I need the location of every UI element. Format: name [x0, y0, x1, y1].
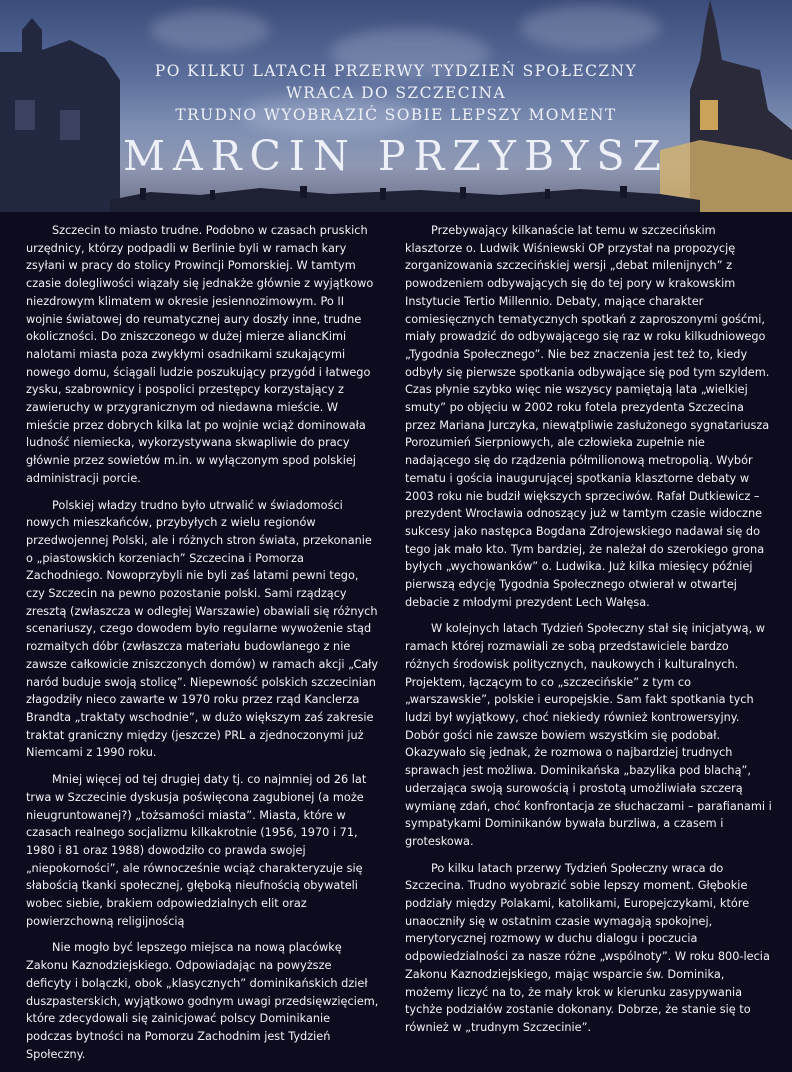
- paragraph: W kolejnych latach Tydzień Społeczny stał się inicjatywą, w ramach której rozmawiali ze sobą przedstawiciele bardzo różnych środowisk politycznych, naukowych i kulturalnych. Projektem, łączącym to co „szczecińskie” z tym co „warszawskie”, polskie i europejskie. Sam fakt spotkania tych ludzi był wyjątkowy, choć niekiedy również kontrowersyjny. Dobór gości nie zawsze bowiem wszystkim się podobał. Okazywało się jednak, że rozmowa o najbardziej trudnych sprawach jest możliwa. Dominikańska „bazylika pod blachą”, uderzająca swoją surowością i prostotą umożliwiała szczerą wymianę zdań, choć konfrontacja ze słuchaczami – parafianami i sympatykami Dominikanów bywała burzliwa, a czasem i groteskowa.: [405, 622, 772, 848]
- author-name: MARCIN PRZYBYSZ: [123, 132, 669, 180]
- paragraph: Mniej więcej od tej drugiej daty tj. co najmniej od 26 lat trwa w Szczecinie dyskusja poświęcona zagubionej (a może nieugruntowanej?) „tożsamości miasta”. Miasta, które w czasach realnego socjalizmu kilkakrotnie (1956, 1970 i 71, 1980 i 81 oraz 1988) dowodziło co prawda swojej „niepokorności”, ale równocześnie wciąż charakteryzuje się słabością tkanki społecznej, głęboką nieufnością obywateli wobec siebie, brakiem odpowiedzialnych elit oraz powierzchowną religijnością: [26, 773, 367, 928]
- paragraph: Szczecin to miasto trudne. Podobno w czasach pruskich urzędnicy, którzy podpadli w Berlinie byli w ramach kary zsyłani w pracy do stolicy Prowincji Pomorskiej. W tamtym czasie dolegliwości wiązały się jednakże głównie z wyjątkowo niezdrowym klimatem w okresie jesiennozimowym. Po II wojnie światowej do reumatycznej aury doszły inne, trudne okoliczności. Do zniszczonego w dużej mierze aliancKimi nalotami miasta poza zwykłymi osadnikami szukającymi nowego domu, ściągali ludzie poszukujący przygód i łatwego zysku, szabrownicy i pospolici przestępcy korzystający z zawieruchy w przygranicznym od niedawna mieście. W mieście przez dobrych kilka lat po wojnie wciąż dominowała ludność niemiecka, wykorzystywana skwapliwie do pracy głównie przez sowietów m.in. w wyłączonym spod polskiej administracji porcie.: [26, 224, 374, 485]
- left-column: [26, 222, 379, 1072]
- header-banner: [0, 0, 792, 212]
- article-body: [0, 212, 792, 1061]
- paragraph: Polskiej władzy trudno było utrwalić w świadomości nowych mieszkańców, przybyłych z wielu regionów przedwojennej Polski, ale i różnych stron świata, przekonanie o „piastowskich korzeniach” Szczecina i Pomorza Zachodniego. Nowoprzybyli nie byli zaś latami pewni tego, czy Szczecin na pewno pozostanie polski. Sami rządzący zresztą (zwłaszcza w odległej Warszawie) obawiali się różnych scenariuszy, czego dowodem było regularne wywożenie stąd rozmaitych dóbr (zwłaszcza materiału budowlanego z nie zawsze całkowicie zniszczonych domów) w ramach akcji „Cały naród buduje swoją stolicę”. Niepewność polskich szczecinian złagodziły nieco zawarte w 1970 roku przez rząd Kanclerza Brandta „traktaty wschodnie”, w dużo większym zaś zakresie traktat graniczny między (jeszcze) PRL a zjednoczonymi już Niemcami z 1990 roku.: [26, 498, 379, 760]
- kicker-line-3: TRUDNO WYOBRAZIĆ SOBIE LEPSZY MOMENT: [175, 106, 617, 124]
- kicker-line-1: PO KILKU LATACH PRZERWY TYDZIEŃ SPOŁECZNY: [154, 62, 638, 80]
- header-text: [0, 60, 792, 180]
- roofline: [110, 188, 700, 212]
- kicker-line-2: WRACA DO SZCZECINA: [285, 84, 507, 102]
- paragraph: Po kilku latach przerwy Tydzień Społeczny wraca do Szczecina. Trudno wyobrazić sobie lepszy moment. Głębokie podziały między Polakami, katolikami, Europejczykami, które unaoczniły się w ostatnim czasie wymagają spokojnej, merytorycznej rozmowy w duchu dialogu i poczucia odpowiedzialności za nasze różne „wspólnoty”. W roku 800-lecia Zakonu Kaznodziejskiego, mając wsparcie św. Dominika, możemy liczyć na to, że mały krok w kierunku zasypywania tychże podziałów zostanie dokonany. Dobrze, że stanie się to również w „trudnym Szczecinie”.: [405, 861, 770, 1034]
- paragraph: Przebywający kilkanaście lat temu w szczecińskim klasztorze o. Ludwik Wiśniewski OP przystał na propozycję zorganizowania szczecińskiej wersji „debat milenijnych” z powodzeniem odbywających się do tej pory w krakowskim Instytucie Tertio Millennio. Debaty, mające charakter comiesięcznych tematycznych spotkań z zaproszonymi gośćmi, miały prowadzić do odbywającego się raz w roku kilkudniowego „Tygodnia Społecznego”. Nie bez znaczenia jest też to, kiedy odbyły się pierwsze spotkania odbywające się pod tym szyldem. Czas płynie szybko więc nie wszyscy pamiętają lata „wielkiej smuty” po objęciu w 2002 roku fotela prezydenta Szczecina przez Mariana Jurczyka, niewątpliwie zasłużonego sygnatariusza Porozumień Sierpniowych, ale człowieka zupełnie nie nadającego się do rządzenia półmilionową metropolią. Wybór tematu i gościa inaugurującej spotkania klasztorne debaty w 2003 roku nie budził większych sprzeciwów. Rafał Dutkiewicz – prezydent Wrocławia odnoszący już w tamtym czasie widoczne sukcesy jako następca Bogdana Zdrojewskiego nadawał się do tego jak mało kto. Tym bardziej, że należał do szerokiego grona byłych „wychowanków” o. Ludwika. Już kilka miesięcy później pierwszą edycję Tygodnia Społecznego otwierał w otwartej debacie z młodymi prezydent Lech Wałęsa.: [405, 224, 770, 609]
- right-column: [405, 222, 773, 1046]
- paragraph: Nie mogło być lepszego miejsca na nową placówkę Zakonu Kaznodziejskiego. Odpowiadając na powyższe deficyty i bolączki, obok „klasycznych” dominikańskich dzieł duszpasterskich, wyjątkowo godnym uwagi przedsięwzięciem, które zdecydowali się zainicjować polscy Dominikanie podczas bytności na Pomorzu Zachodnim jest Tydzień Społeczny.: [26, 941, 379, 1061]
